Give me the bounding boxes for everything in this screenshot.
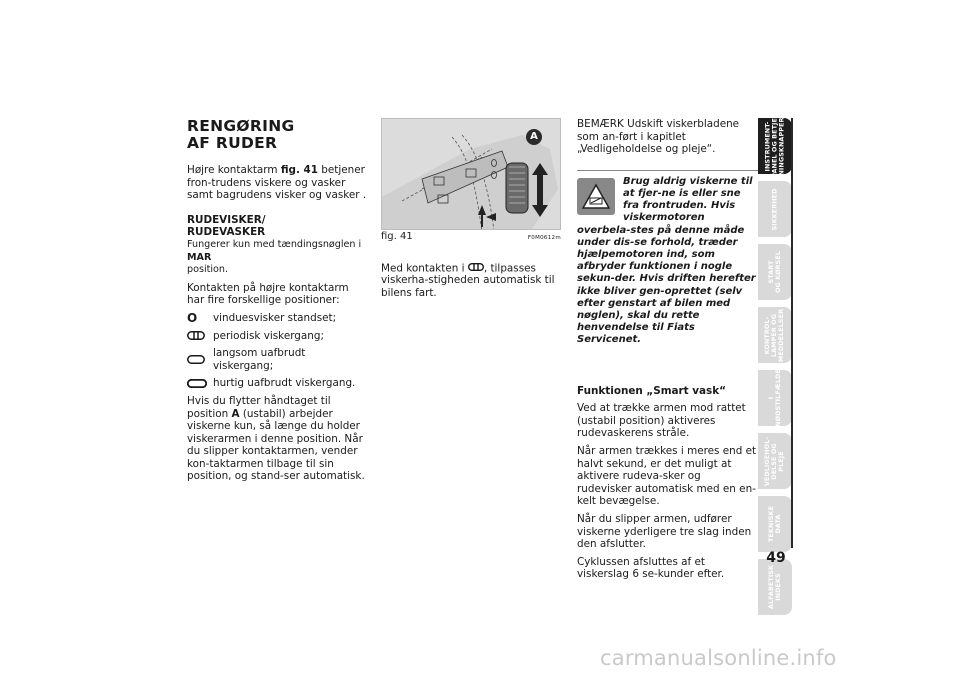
position-a-text: Hvis du flytter håndtaget til position (187, 394, 331, 420)
figure-marker-a: A (526, 129, 542, 145)
note-paragraph: BEMÆRK Udskift viskerbladene som an-ført i kapitlet „Vedligeholdelse og pleje“. (577, 118, 740, 156)
smart-wash-paragraph-2: Når armen trækkes i meres end et halvt sekund, er det muligt at aktivere rudeva-sker og rudevisker automatisk med en en-kelt bevægelse. (577, 445, 757, 508)
warning-box (577, 176, 758, 347)
position-text: periodisk viskergang; (213, 329, 324, 342)
column-middle (381, 118, 561, 305)
tab-index[interactable] (758, 559, 792, 615)
smart-wash-heading: Funktionen „Smart vask“ (577, 384, 726, 397)
section-tabs (758, 114, 792, 622)
tab-label: START OG KØRSEL (767, 251, 783, 293)
watermark: carmanualsonline.info (600, 646, 837, 670)
position-text: hurtig uafbrudt viskergang. (213, 377, 356, 390)
interval-wiper-icon (468, 262, 484, 275)
off-symbol: O (187, 310, 198, 325)
sensitivity-text-end: , tilpasses viskerha-stigheden automatisk til bilens fart. (381, 261, 555, 300)
section-heading (187, 118, 367, 152)
ignition-key-position: MAR (187, 251, 212, 263)
intro-text: Højre kontaktarm (187, 164, 281, 176)
tab-label: ALFABETISK INDEKS (767, 564, 782, 610)
warning-triangle-icon (577, 178, 615, 215)
intro-text-end: betjener fron-trudens viskere og vasker samt bagrudens visker og vasker . (187, 164, 367, 202)
figure-code: F0M0612m (527, 235, 561, 241)
fast-wiper-icon (187, 379, 213, 388)
tab-emergency[interactable] (758, 370, 792, 426)
heading-line-2: AF RUDER (187, 134, 278, 152)
smart-wash-paragraph-1: Ved at trække armen mod rattet (ustabil position) aktiveres rudevaskerens stråle. (577, 402, 746, 440)
page-number: 49 (766, 550, 786, 566)
position-text: langsom uafbrudt viskergang; (213, 347, 306, 372)
figure-label: fig. 41 (381, 231, 413, 242)
figure-41 (381, 118, 561, 230)
position-a-label: A (231, 407, 240, 420)
smart-wash-paragraph-4: Cyklussen afsluttes af et viskerslag 6 se-kunder efter. (577, 555, 725, 581)
position-item-slow (187, 347, 367, 372)
positions-intro: Kontakten på højre kontaktarm har fire forskellige positioner: (187, 281, 349, 307)
subheading (187, 214, 367, 239)
column-right (577, 118, 758, 586)
warning-divider (577, 170, 758, 171)
tab-edge-line (791, 118, 793, 548)
ignition-text: Fungerer kun med tændingsnøglen i (187, 238, 362, 250)
smart-wash-paragraph-3: Når du slipper armen, udfører viskerne yderligere tre slag inden den afslutter. (577, 512, 752, 551)
subheading-line-2: RUDEVASKER (187, 226, 266, 239)
figure-caption (381, 231, 561, 245)
position-a-text-end: (ustabil) arbejder viskerne kun, så længe du holder viskerarmen i denne position. Når du slipper kontaktarmen, vender kon-taktarmen tilbage til sin position, og stand-ser automatisk. (187, 407, 365, 483)
interval-wiper-icon (187, 331, 213, 340)
subheading-line-1: RUDEVISKER/ (187, 213, 266, 226)
tab-instrument-panel[interactable] (758, 114, 792, 178)
tab-label: TEKNISKE DATA (767, 505, 782, 543)
tab-label: KONTROL- LAMPER OG MEDDELELSER (763, 308, 786, 362)
tab-label: VEDLIGEHOL- DELSE OG PLEJE (763, 436, 786, 486)
ignition-paragraph (187, 239, 367, 277)
position-item-off (187, 312, 367, 325)
slow-wiper-icon (187, 355, 213, 364)
position-item-fast (187, 377, 367, 390)
tab-maintenance[interactable] (758, 433, 792, 489)
tab-safety[interactable] (758, 181, 792, 237)
position-item-interval (187, 330, 367, 343)
tab-label: INSTRUMENT- PANEL OG BETJE- NINGSKNAPPER (763, 114, 786, 178)
tab-warning-lights[interactable] (758, 307, 792, 363)
sensitivity-text: Med kontakten i (381, 261, 468, 274)
intro-figure-ref: fig. 41 (280, 164, 318, 176)
tab-label: I NØDSTILFÆLDE (767, 369, 782, 427)
heading-line-1: RENGØRING (187, 117, 295, 135)
tab-label: SIKKERHED (770, 187, 779, 231)
intro-paragraph (187, 164, 367, 202)
tab-technical-data[interactable] (758, 496, 792, 552)
column-left (187, 118, 367, 488)
position-text: vinduesvisker standset; (213, 311, 337, 324)
ignition-text-end: position. (187, 264, 229, 276)
position-a-paragraph (187, 395, 367, 483)
sensitivity-paragraph (381, 262, 561, 300)
tab-start-driving[interactable] (758, 244, 792, 300)
warning-text: Brug aldrig viskerne til at fjer-ne is eller sne fra frontruden. Hvis viskermotoren overbela-stes på denne måde under dis-se forhold, træder hjælpemotoren ind, som afbryder funktionen i nogle sekun-der. Hvis driften herefter ikke bliver gen-oprettet (selv efter genstart af bilen med nøglen), skal du rette henvendelse til Fiats Servicenet. (577, 175, 756, 346)
